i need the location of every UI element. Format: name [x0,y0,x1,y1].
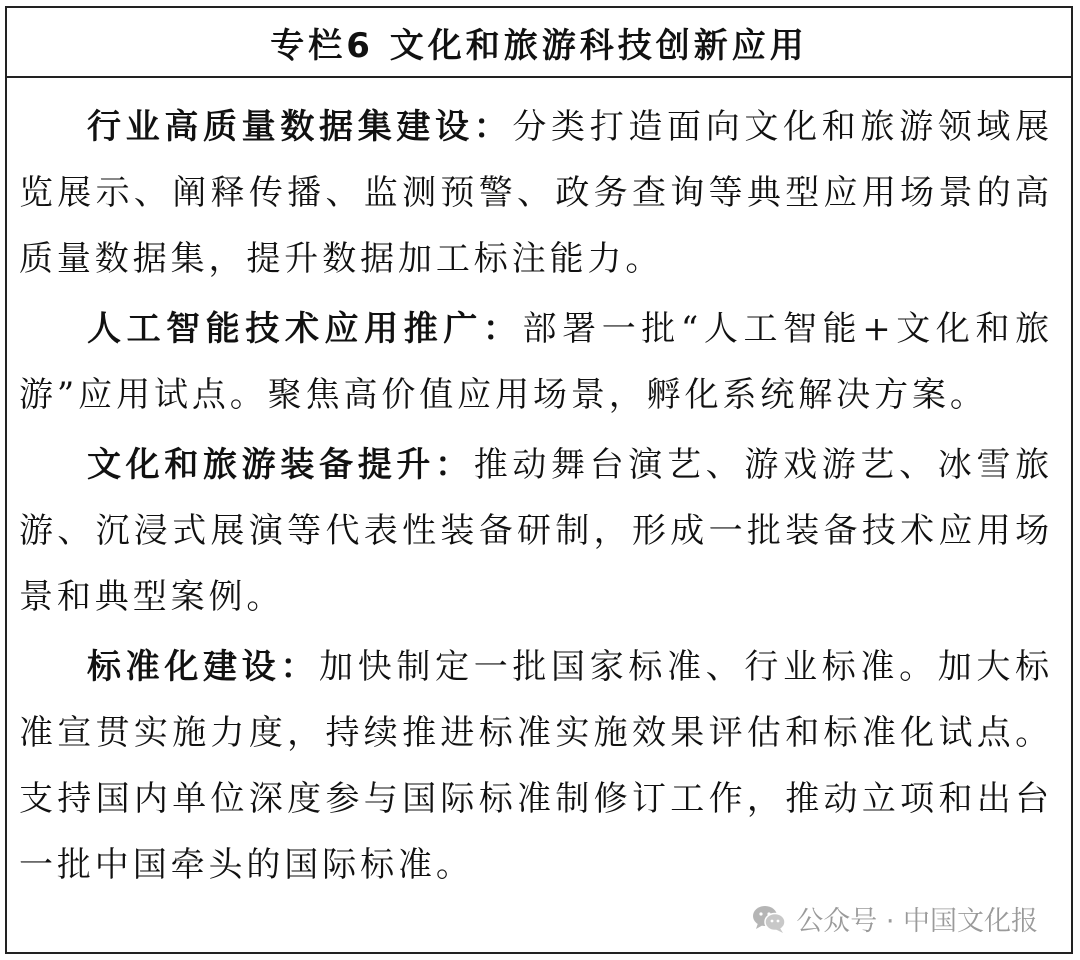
paragraph-text: 推动舞台演艺、游戏游艺、冰雪旅游、沉浸式展演等代表性装备研制，形成一批装备技术应用场景和典型案例。 [19,445,1054,617]
paragraph-text: 分类打造面向文化和旅游领域展览展示、阐释传播、监测预警、政务查询等典型应用场景的高质量数据集，提升数据加工标注能力。 [19,107,1053,279]
paragraph-term: 行业高质量数据集建设： [87,107,513,147]
column-body [7,78,1071,898]
paragraph-term: 人工智能技术应用推广： [87,309,523,349]
paragraph-term: 标准化建设： [87,647,320,687]
paragraph-term: 文化和旅游装备提升： [87,445,474,485]
paragraph-standardization [19,634,1053,898]
column-title: 专栏6 文化和旅游科技创新应用 [270,25,808,66]
wechat-icon [752,904,786,934]
column-box [5,6,1073,954]
column-header [7,8,1071,78]
paragraph-equipment [19,432,1053,630]
paragraph-text: 部署一批“人工智能+文化和旅游”应用试点。聚焦高价值应用场景，孵化系统解决方案。 [19,309,1053,415]
paragraph-ai [19,296,1053,428]
paragraph-text: 加快制定一批国家标准、行业标准。加大标准宣贯实施力度，持续推进标准实施效果评估和标准化试点。支持国内单位深度参与国际标准制修订工作，推动立项和出台一批中国牵头的国际标准。 [19,647,1053,885]
watermark-text: 公众号 · 中国文化报 [796,906,1038,937]
paragraph-dataset [19,94,1053,292]
watermark [746,897,1044,940]
